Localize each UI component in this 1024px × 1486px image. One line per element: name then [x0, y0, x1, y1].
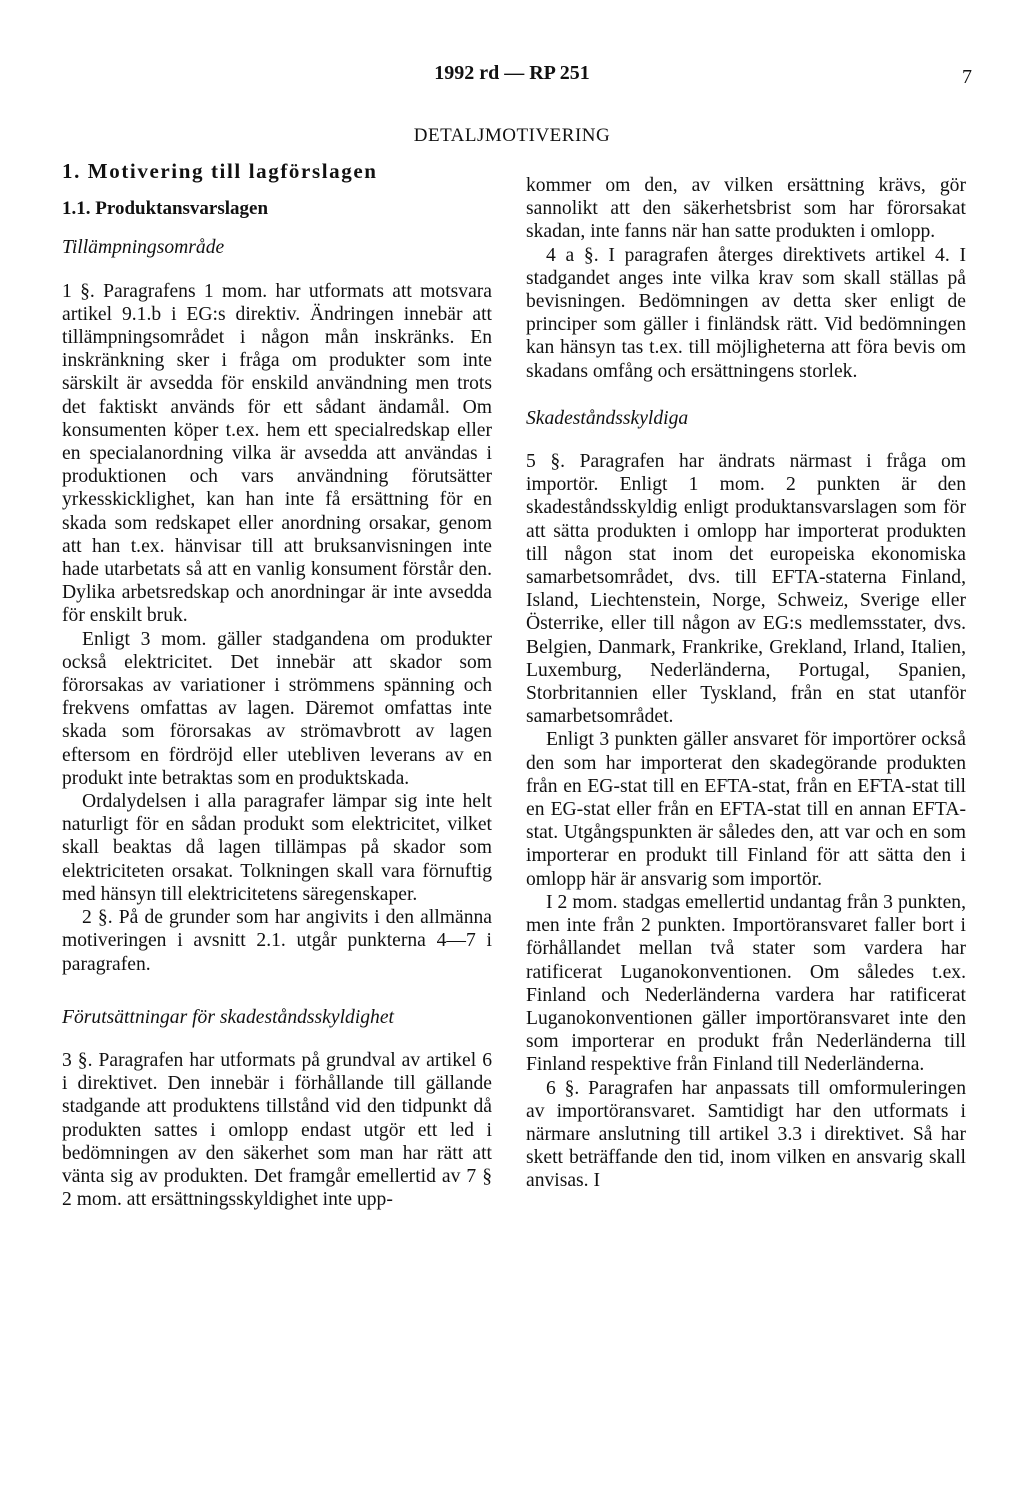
- paragraph: 1 §. Paragrafens 1 mom. har utformats att motsvara artikel 9.1.b i EG:s direktiv. Ändringen innebär att tillämpningsområdet i någon mån inskränks. En inskränkning sker i fråga om produkter som inte särskilt är avsedda för enskild användning men trots det faktiskt används för ett sådant ändamål. Om konsumenten köper t.ex. hem ett specialredskap eller en specialanordning vilka är avsedda att användas i produktionen och vars användning förutsätter yrkesskicklighet, kan han inte få ersättning för en skada som redskapet eller anordning orsakar, genom att han t.ex. hänvisar till att bruksanvisningen inte hade utarbetats så att en vanlig konsument förstår den. Dylika arbetsredskap och anordningar är inte avsedda för enskilt bruk.: [62, 280, 492, 627]
- subchapter-heading: 1.1. Produktansvarslagen: [62, 198, 269, 220]
- left-column: [62, 160, 492, 1211]
- section-heading-conditions: Förutsättningar för skadeståndsskyldighet: [62, 1006, 394, 1028]
- page-header: [0, 62, 1024, 92]
- chapter-heading: 1. Motivering till lagförslagen: [62, 159, 378, 183]
- right-column: [526, 174, 966, 1193]
- paragraph: 3 §. Paragrafen har utformats på grundval av artikel 6 i direktivet. Den innebär i förhållande till gällande stadgande att produktens tillstånd vid den tidpunkt då produkten sattes i omlopp endast utgör ett led i bedömningen av den säkerhet som man har rätt att vänta sig av produkten. Det framgår emellertid av 7 § 2 mom. att ersättningsskyldighet inte upp-: [62, 1049, 492, 1211]
- section-heading-liable: Skadeståndsskyldiga: [526, 407, 689, 429]
- paragraph: I 2 mom. stadgas emellertid undantag från 3 punkten, men inte från 2 punkten. Importöransvaret faller bort i förhållandet mellan två stater som vardera har ratificerat Luganokonventionen. Om således t.ex. Finland och Nederländerna vardera har ratificerat Luganokonventionen gäller importöransvaret inte den som importerar en produkt från Nederländerna till Finland respektive från Finland till Nederländerna.: [526, 891, 966, 1076]
- paragraph: Enligt 3 mom. gäller stadgandena om produkter också elektricitet. Det innebär att skador som förorsakas av variationer i strömmens spänning och frekvens omfattas av lagen. Däremot omfattas inte skada som förorsakas av strömavbrott av lagen eftersom en fördröjd eller utebliven leverans av en produkt inte betraktas som en produktskada.: [62, 628, 492, 789]
- spacer: [62, 976, 492, 1006]
- paragraph: Enligt 3 punkten gäller ansvaret för importörer också den som har importerat den skadegörande produkten från en EG-stat till en EFTA-stat, från en EFTA-stat till en EG-stat eller från en EFTA-stat till en annan EFTA-stat. Utgångspunkten är således den, att var och en som importerar en produkt till Finland för att sätta den i omlopp här är ansvarig som importör.: [526, 729, 966, 890]
- spacer: [526, 383, 966, 407]
- paragraph: Ordalydelsen i alla paragrafer lämpar sig inte helt naturligt för en sådan produkt som elektricitet, vilket skall beaktas då lagen tillämpas på skador som elektriciteten orsakat. Tolkningen skall vara förnuftig med hänsyn till elektricitetens säregenskaper.: [62, 791, 492, 905]
- running-header: 1992 rd — RP 251: [434, 62, 590, 84]
- paragraph: 2 §. På de grunder som har angivits i den allmänna motiveringen i avsnitt 2.1. utgår punkterna 4—7 i paragrafen.: [62, 907, 492, 975]
- paragraph: 4 a §. I paragrafen återges direktivets artikel 4. I stadgandet anges inte vilka krav som skall ställas på bevisningen. Bedömningen av detta sker enligt de principer som gäller i finländsk rätt. Vid bedömningen kan hänsyn tas t.ex. till möjligheterna att föra bevis om skadans omfång och ersättningens storlek.: [526, 244, 966, 382]
- paragraph: 6 §. Paragrafen har anpassats till omformuleringen av importöransvaret. Samtidigt har den utformats i närmare anslutning till artikel 3.3 i direktivet. Så har skett beträffande den tid, inom vilken en ansvarig skall anvisas. I: [526, 1077, 966, 1192]
- section-heading-scope: Tillämpningsområde: [62, 237, 225, 259]
- paragraph: 5 §. Paragrafen har ändrats närmast i fråga om importör. Enligt 1 mom. 2 punkten är den skadeståndsskyldig enligt produktansvarslagen som för att sätta produkten i omlopp har importerat produkten till någon stat inom det europeiska ekonomiska samarbetsområdet, dvs. till EFTA-staterna Finland, Island, Liechtenstein, Norge, Schweiz, Sverige eller Österrike, eller till någon av EG:s medlemsstater, dvs. Belgien, Danmark, Frankrike, Grekland, Irland, Italien, Luxemburg, Nederländerna, Portugal, Spanien, Storbritannien eller Tyskland, från en stat utanför samarbetsområdet.: [526, 451, 966, 728]
- section-title: DETALJMOTIVERING: [413, 125, 611, 146]
- page-number: 7: [962, 66, 972, 88]
- paragraph: kommer om den, av vilken ersättning krävs, gör sannolikt att den säkerhetsbrist som har förorsakat skadan, inte fanns när han satte produkten i omlopp.: [526, 175, 966, 243]
